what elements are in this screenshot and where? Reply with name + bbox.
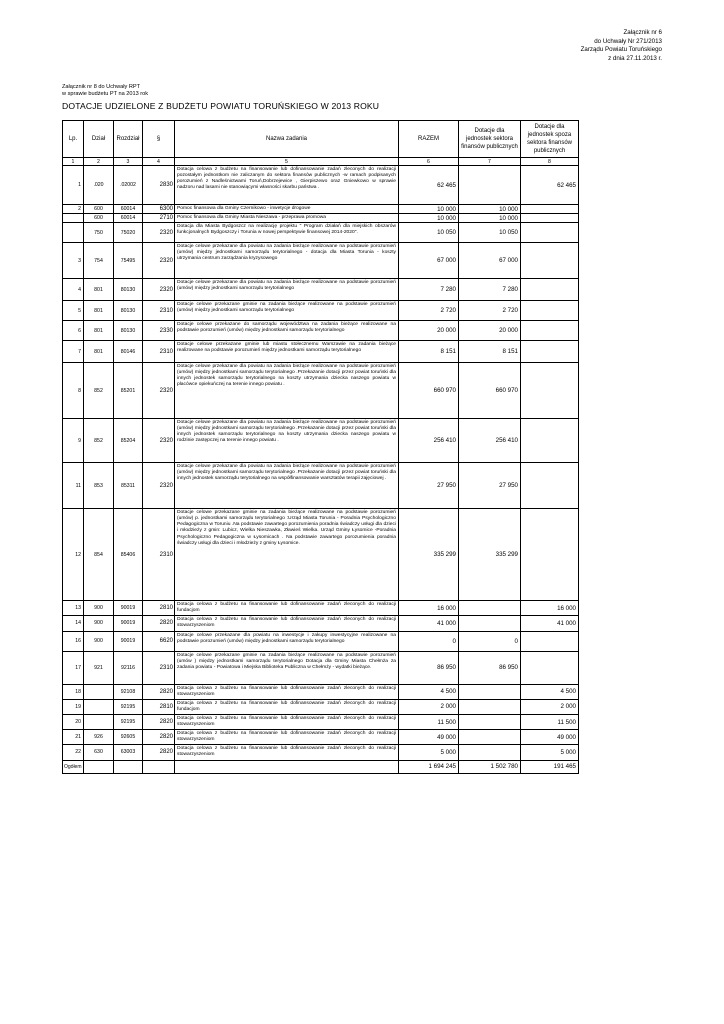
row-non-public-sector: 5 000 — [521, 745, 579, 760]
row-razem: 10 000 — [399, 214, 459, 223]
row-rozdzial: .02002 — [114, 166, 143, 205]
row-razem: 10 050 — [399, 223, 459, 243]
column-number: 6 — [399, 158, 459, 166]
row-lp: 17 — [63, 651, 84, 684]
row-paragraph: 6620 — [143, 631, 175, 651]
row-rozdzial: 80146 — [114, 341, 143, 363]
row-non-public-sector — [521, 419, 579, 463]
column-number: 8 — [521, 158, 579, 166]
row-paragraph: 2820 — [143, 684, 175, 699]
row-lp: 4 — [63, 279, 84, 301]
table-row — [63, 463, 579, 509]
row-task-description: Dotacja celowa z budżetu na finansowanie lub dofinansowanie zadań zleconych do realizacji stowarzyszeniom — [175, 616, 399, 631]
table-row — [63, 509, 579, 601]
column-number: 5 — [175, 158, 399, 166]
header-dzial: Dział — [84, 121, 114, 158]
grants-table — [62, 120, 579, 774]
table-row — [63, 166, 579, 205]
row-task-description: Pomoc finansowa dla Gminy Czernikowo - inwetycje drogowe — [175, 205, 399, 214]
table-row — [63, 301, 579, 321]
row-razem: 86 950 — [399, 651, 459, 684]
row-lp: 6 — [63, 321, 84, 341]
row-dzial: 854 — [84, 509, 114, 601]
row-task-description: Dotacje celowe przekazane dla powiatu na zadania bieżące realizowane na podstawie porozumień (umów) między jednostkami samorządu terytorialnego .Przekazanie dotacji przez powiat toruński dla innych jednostek samorządu terytorialnego na koszty utrzymania dziecka naszego powiatu w placówce opiekuńczej na terenie innego powiatu . — [175, 363, 399, 419]
row-razem: 5 000 — [399, 745, 459, 760]
row-public-sector: 0 — [459, 631, 521, 651]
intro-line-1: Załącznik nr 8 do Uchwały RPT — [62, 84, 141, 90]
row-rozdzial: 85406 — [114, 509, 143, 601]
row-dzial: 630 — [84, 745, 114, 760]
row-rozdzial: 60014 — [114, 205, 143, 214]
attachment-header — [581, 29, 662, 63]
row-rozdzial: 92605 — [114, 730, 143, 745]
row-razem: 8 151 — [399, 341, 459, 363]
column-number: 4 — [143, 158, 175, 166]
row-lp: 9 — [63, 419, 84, 463]
row-lp: 12 — [63, 509, 84, 601]
row-paragraph: 2830 — [143, 166, 175, 205]
row-dzial — [84, 699, 114, 714]
row-dzial: 900 — [84, 601, 114, 616]
row-task-description: Dotacja celowa z budżetu na finansowanie lub dofinansowanie zadań zleconych do realizacji stowarzyszeniom — [175, 684, 399, 699]
row-public-sector — [459, 730, 521, 745]
row-task-description: Dotacja celowa z budżetu na finansowanie lub dofinansowanie zadań zleconych do realizacji stowarzyszeniom — [175, 714, 399, 729]
row-dzial: 600 — [84, 205, 114, 214]
row-lp: 22 — [63, 745, 84, 760]
header-total: RAZEM — [399, 121, 459, 158]
row-lp: 18 — [63, 684, 84, 699]
row-lp: 8 — [63, 363, 84, 419]
row-non-public-sector — [521, 321, 579, 341]
row-lp: 19 — [63, 699, 84, 714]
row-dzial: 852 — [84, 419, 114, 463]
row-razem: 256 410 — [399, 419, 459, 463]
row-lp: 5 — [63, 301, 84, 321]
row-paragraph: 2310 — [143, 509, 175, 601]
table-row — [63, 341, 579, 363]
row-dzial: 801 — [84, 301, 114, 321]
row-dzial: 750 — [84, 223, 114, 243]
row-paragraph: 2320 — [143, 223, 175, 243]
row-task-description: Dotacja celowa z budżetu na finansowanie lub dofinansowanie zadań zleconych do realizacji fundacjom — [175, 699, 399, 714]
row-rozdzial: 85201 — [114, 363, 143, 419]
row-non-public-sector: 41 000 — [521, 616, 579, 631]
row-task-description: Dotacje celowe przekazane dla powiatu na inwestycje i zakupy inwestycyjne realizowane na podstawie porozumień (umów) między jednostkami samorządu terytorialnego — [175, 631, 399, 651]
row-razem: 7 280 — [399, 279, 459, 301]
row-non-public-sector — [521, 509, 579, 601]
header-row — [63, 121, 579, 158]
row-rozdzial: 92108 — [114, 684, 143, 699]
row-task-description: Dotacje celowe przekazane dla powiatu na zadania bieżące realizowane na podstawie porozumień (umów) między jednostkami samorządu terytorialnego .Przekazanie dotacji przez powiat toruński dla innych jednostek samorządu terytorialnego na koszty utrzymania dziecka naszego powiatu w rodzinie zastępczej na terenie innego powiatu . — [175, 419, 399, 463]
row-public-sector: 256 410 — [459, 419, 521, 463]
row-rozdzial: 85311 — [114, 463, 143, 509]
row-paragraph: 2310 — [143, 651, 175, 684]
row-non-public-sector: 16 000 — [521, 601, 579, 616]
header-lp: Lp. — [63, 121, 84, 158]
row-paragraph: 2310 — [143, 301, 175, 321]
row-public-sector: 27 950 — [459, 463, 521, 509]
row-non-public-sector — [521, 631, 579, 651]
row-dzial: 801 — [84, 321, 114, 341]
row-task-description: Dotacje celowe przekazane gminie na zadania bieżące realizowane na podstawie porozumień (umów ) między jednostkami samorządu terytorialnego Dotacja dla Gminy Miasta Chełmża za zadania powiatu - Powiatowa i Miejska Biblioteka Publiczna w Chełmży - wydatki bieżące. — [175, 651, 399, 684]
row-dzial: 926 — [84, 730, 114, 745]
row-public-sector: 335 299 — [459, 509, 521, 601]
row-task-description: Dotacja celowa z budżetu na finansowanie lub dofinansowanie zadań zleconych do realizacji pozostałym jednostkom nie zaliczanym do sektora finansów publicznych -w ramach podpisanych porozumień z Nadleśnictwami Toruń,Dobrzejewice , Gierpiszewo oraz Gniewkowo w sprawie nadzoru nad lasami nie stanowiącymi własności skarbu państwa . — [175, 166, 399, 205]
row-non-public-sector: 4 500 — [521, 684, 579, 699]
row-paragraph: 6300 — [143, 205, 175, 214]
row-non-public-sector — [521, 363, 579, 419]
row-paragraph: 2820 — [143, 745, 175, 760]
table-row — [63, 205, 579, 214]
row-public-sector — [459, 616, 521, 631]
row-non-public-sector — [521, 214, 579, 223]
table-row — [63, 321, 579, 341]
table-row — [63, 601, 579, 616]
row-non-public-sector — [521, 341, 579, 363]
row-non-public-sector — [521, 463, 579, 509]
table-row — [63, 699, 579, 714]
row-paragraph: 2820 — [143, 730, 175, 745]
row-rozdzial: 75495 — [114, 243, 143, 279]
row-lp: 13 — [63, 601, 84, 616]
total-label: Ogółem — [63, 760, 84, 773]
row-task-description: Dotacje celowe przekazane gminie na zadania bieżące realizowane na podstawie porozumień (umów) między jednostkami samorządu terytorialnego — [175, 301, 399, 321]
row-public-sector: 660 970 — [459, 363, 521, 419]
row-rozdzial: 60014 — [114, 214, 143, 223]
row-dzial: .020 — [84, 166, 114, 205]
row-rozdzial: 90019 — [114, 616, 143, 631]
row-public-sector: 7 280 — [459, 279, 521, 301]
column-number: 7 — [459, 158, 521, 166]
row-paragraph: 2320 — [143, 419, 175, 463]
row-public-sector — [459, 601, 521, 616]
row-rozdzial: 85204 — [114, 419, 143, 463]
table-row — [63, 214, 579, 223]
row-razem: 10 000 — [399, 205, 459, 214]
row-task-description: Dotacja dla Miasta Bydgoszcz na realizację projektu " Program działań dla miejskich obszarów funkcjonalnych Bydgoszczy i Torunia w nowej perspektywie finansowej 2014-2020". — [175, 223, 399, 243]
row-rozdzial: 90019 — [114, 631, 143, 651]
row-rozdzial: 92116 — [114, 651, 143, 684]
row-dzial: 754 — [84, 243, 114, 279]
total-empty-cell — [84, 760, 114, 773]
total-non-public-sector: 191 465 — [521, 760, 579, 773]
table-row — [63, 419, 579, 463]
row-paragraph: 2710 — [143, 214, 175, 223]
row-task-description: Dotacja celowa z budżetu na finansowanie lub dofinansowanie zadań zleconych do realizacji fundacjom — [175, 601, 399, 616]
header-non-public-sector: Dotacje dla jednostek spoza sektora finansów publicznych — [521, 121, 579, 158]
row-task-description: Dotacje celowe przekazane gminie lub miastu stołecznemu Warszawie na zadania bieżące realizowane na podstawie porozumień między jednostkami samorządu terytorialnego — [175, 341, 399, 363]
table-row — [63, 714, 579, 729]
row-public-sector: 10 000 — [459, 205, 521, 214]
total-empty-cell — [175, 760, 399, 773]
row-task-description: Dotacje celowe przekazane do samorządu województwa na zadania bieżące realizowane na podstawie porozumień (umów) między jednostkami samorządu terytorialnego — [175, 321, 399, 341]
row-public-sector — [459, 745, 521, 760]
total-empty-cell — [143, 760, 175, 773]
row-lp — [63, 214, 84, 223]
row-public-sector: 10 000 — [459, 214, 521, 223]
column-number: 2 — [84, 158, 114, 166]
row-razem: 2 720 — [399, 301, 459, 321]
intro-block — [62, 84, 148, 98]
row-razem: 41 000 — [399, 616, 459, 631]
table-row — [63, 616, 579, 631]
row-razem: 0 — [399, 631, 459, 651]
row-paragraph: 2320 — [143, 363, 175, 419]
row-razem: 2 000 — [399, 699, 459, 714]
resolution-number: do Uchwały Nr 271/2013 — [594, 37, 662, 45]
row-paragraph: 2310 — [143, 341, 175, 363]
row-non-public-sector — [521, 223, 579, 243]
row-public-sector — [459, 699, 521, 714]
row-rozdzial: 80130 — [114, 301, 143, 321]
row-paragraph: 2330 — [143, 321, 175, 341]
row-rozdzial: 75020 — [114, 223, 143, 243]
total-razem: 1 694 245 — [399, 760, 459, 773]
row-public-sector — [459, 714, 521, 729]
table-row — [63, 684, 579, 699]
row-razem: 11 500 — [399, 714, 459, 729]
row-razem: 67 000 — [399, 243, 459, 279]
board-name: Zarządu Powiatu Toruńskiego — [580, 46, 662, 54]
row-dzial: 921 — [84, 651, 114, 684]
row-lp: 7 — [63, 341, 84, 363]
table-row — [63, 223, 579, 243]
row-rozdzial: 80130 — [114, 279, 143, 301]
resolution-date: z dnia 27.11.2013 r. — [608, 54, 662, 62]
row-dzial: 801 — [84, 341, 114, 363]
intro-line-2: w sprawie budżetu PT na 2013 rok — [62, 91, 149, 98]
row-dzial: 852 — [84, 363, 114, 419]
row-public-sector: 67 000 — [459, 243, 521, 279]
row-task-description: Pomoc finansowa dla Gminy Miasta Nieszawa - przeprawa promowa — [175, 214, 399, 223]
row-public-sector — [459, 684, 521, 699]
header-public-sector: Dotacje dla jednostek sektora finansów publicznych — [459, 121, 521, 158]
row-non-public-sector — [521, 651, 579, 684]
row-lp: 3 — [63, 243, 84, 279]
row-rozdzial: 92195 — [114, 714, 143, 729]
row-rozdzial: 63003 — [114, 745, 143, 760]
document-title: DOTACJE UDZIELONE Z BUDŻETU POWIATU TORUŃSKIEGO W 2013 ROKU — [62, 101, 380, 111]
row-non-public-sector: 11 500 — [521, 714, 579, 729]
row-paragraph: 2320 — [143, 279, 175, 301]
attachment-number: Załącznik nr 6 — [623, 29, 662, 36]
table-row — [63, 631, 579, 651]
column-number: 1 — [63, 158, 84, 166]
row-public-sector: 20 000 — [459, 321, 521, 341]
row-rozdzial: 90019 — [114, 601, 143, 616]
row-task-description: Dotacje celowe przekazane dla powiatu na zadania bieżące realizowane na podstawie porozumień (umów) między jednostkami samorządu terytorialnego — [175, 279, 399, 301]
row-dzial: 600 — [84, 214, 114, 223]
row-razem: 27 950 — [399, 463, 459, 509]
table-row — [63, 243, 579, 279]
row-paragraph: 2320 — [143, 243, 175, 279]
row-task-description: Dotacja celowa z budżetu na finansowanie lub dofinansowanie zadań zleconych do realizacji stowarzyszeniom — [175, 730, 399, 745]
row-razem: 20 000 — [399, 321, 459, 341]
row-task-description: Dotacje celowe przekazane dla powiatu na zadania bieżące realizowane na podstawie porozumień (umów) między jednostkami samorządu terytorialnego - dotacja dla Miasta Torunia - koszty utrzymania centrum zarządzania kryzysowego — [175, 243, 399, 279]
row-dzial: 853 — [84, 463, 114, 509]
row-task-description: Dotacja celowa z budżetu na finansowanie lub dofinansowanie zadań zleconych do realizacji stowarzyszeniom — [175, 745, 399, 760]
row-lp: 21 — [63, 730, 84, 745]
total-empty-cell — [114, 760, 143, 773]
row-non-public-sector — [521, 279, 579, 301]
table-row — [63, 363, 579, 419]
row-paragraph: 2320 — [143, 463, 175, 509]
row-public-sector: 8 151 — [459, 341, 521, 363]
row-razem: 4 500 — [399, 684, 459, 699]
row-non-public-sector — [521, 243, 579, 279]
row-public-sector: 2 720 — [459, 301, 521, 321]
row-dzial: 900 — [84, 631, 114, 651]
row-paragraph: 2810 — [143, 601, 175, 616]
header-paragraph: § — [143, 121, 175, 158]
row-razem: 16 000 — [399, 601, 459, 616]
row-lp: 16 — [63, 631, 84, 651]
row-dzial: 900 — [84, 616, 114, 631]
row-lp — [63, 223, 84, 243]
row-lp: 2 — [63, 205, 84, 214]
row-rozdzial: 92195 — [114, 699, 143, 714]
row-paragraph: 2810 — [143, 699, 175, 714]
header-rozdzial: Rozdział — [114, 121, 143, 158]
row-razem: 49 000 — [399, 730, 459, 745]
row-lp: 11 — [63, 463, 84, 509]
row-razem: 62 465 — [399, 166, 459, 205]
row-public-sector: 10 050 — [459, 223, 521, 243]
row-dzial — [84, 714, 114, 729]
row-task-description: Dotacje celowe przekazane gminie na zadania bieżące realizowane na podstawie porozumień (umów) p. jednostkami samorządu terytorialnego :Urząd Miasta Torunia - Poradnia Psychologiczno Pedagogiczna w Toruniu .Na podstawie zawartego porozumienia poradnia świadczy usługi dla dzieci i młodzieży z gmin: Lubicz, Wielka Nieszawka, Zławieś Wielka. Urząd Gminy Łysomice -Poradnia Psychologiczno Pedagogiczna w Łysomicach . Na podstawie zawartego porozumienia poradnia świadczy usługi dla dzieci i młodzieży z gminy Łysomice. — [175, 509, 399, 601]
row-non-public-sector — [521, 205, 579, 214]
row-non-public-sector: 62 465 — [521, 166, 579, 205]
row-rozdzial: 80130 — [114, 321, 143, 341]
row-non-public-sector: 49 000 — [521, 730, 579, 745]
row-razem: 335 299 — [399, 509, 459, 601]
row-public-sector — [459, 166, 521, 205]
row-public-sector: 86 950 — [459, 651, 521, 684]
row-dzial — [84, 684, 114, 699]
table-row — [63, 745, 579, 760]
row-non-public-sector — [521, 301, 579, 321]
row-paragraph: 2820 — [143, 714, 175, 729]
total-row — [63, 760, 579, 773]
row-lp: 14 — [63, 616, 84, 631]
row-non-public-sector: 2 000 — [521, 699, 579, 714]
table-row — [63, 279, 579, 301]
row-dzial: 801 — [84, 279, 114, 301]
table-row — [63, 651, 579, 684]
total-public-sector: 1 502 780 — [459, 760, 521, 773]
row-paragraph: 2820 — [143, 616, 175, 631]
row-razem: 660 970 — [399, 363, 459, 419]
row-lp: 1 — [63, 166, 84, 205]
column-numbers-row — [63, 158, 579, 166]
table-row — [63, 730, 579, 745]
column-number: 3 — [114, 158, 143, 166]
row-lp: 20 — [63, 714, 84, 729]
row-task-description: Dotacje celowe przekazane dla powiatu na zadania bieżące realizowane na podstawie porozumień (umów) między jednostkami samorządu terytorialnego .Przekazanie dotacji przez powiat toruński dla innych jednostek samorządu terytorialnego na współfinansowanie warsztatów terapii zajęciowej . — [175, 463, 399, 509]
header-task-name: Nazwa zadania — [175, 121, 399, 158]
